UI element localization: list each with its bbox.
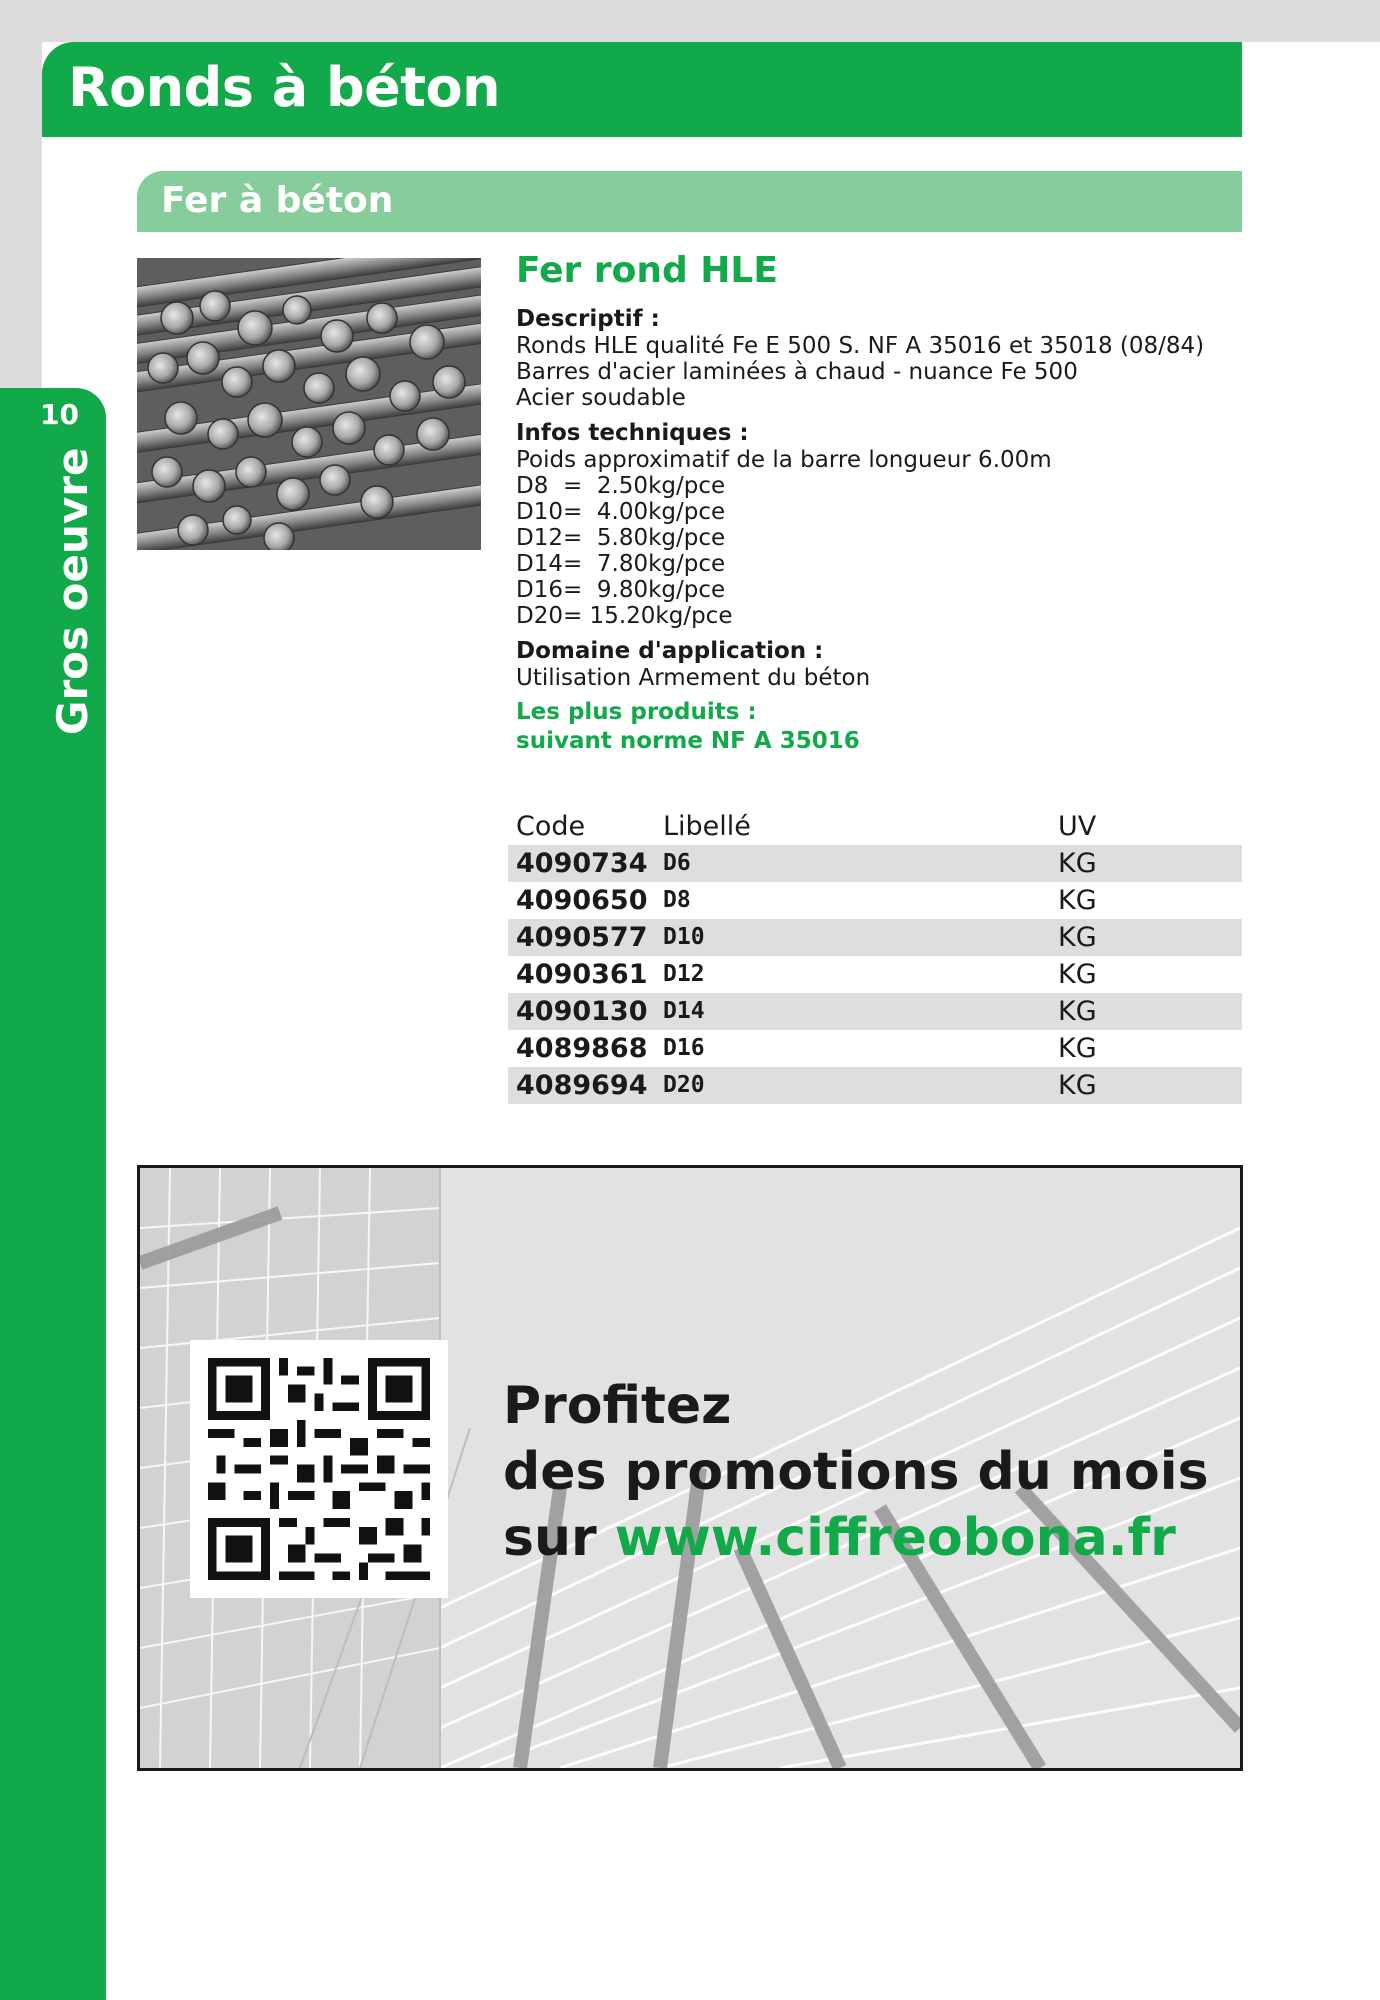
promo-url-link[interactable]: www.ciffreobona.fr <box>614 1508 1176 1568</box>
header-code: Code <box>516 811 586 842</box>
infos-line: D16= 9.80kg/pce <box>516 577 726 603</box>
product-photo <box>137 258 481 550</box>
qr-code[interactable] <box>190 1340 448 1598</box>
promo-line-1: Profitez <box>503 1376 732 1436</box>
table-row <box>508 1030 1242 1067</box>
infos-line: D14= 7.80kg/pce <box>516 551 726 577</box>
header-libelle: Libellé <box>663 811 751 842</box>
cell-code: 4090130 <box>516 996 648 1027</box>
plus-heading: Les plus produits : <box>516 699 757 725</box>
table-row <box>508 956 1242 993</box>
domaine-line: Utilisation Armement du béton <box>516 665 871 691</box>
product-details <box>516 250 1242 755</box>
cell-uv: KG <box>1058 885 1097 916</box>
cell-libelle: D6 <box>663 850 691 876</box>
promo-line-2: des promotions du mois <box>503 1442 1209 1502</box>
plus-line: suivant norme NF A 35016 <box>516 728 860 754</box>
promo-text <box>503 1373 1209 1571</box>
domaine-heading: Domaine d'application : <box>516 638 824 664</box>
cell-libelle: D16 <box>663 1035 705 1061</box>
promo-line-3 <box>503 1505 1209 1571</box>
table-row <box>508 1067 1242 1104</box>
infos-line: Poids approximatif de la barre longueur 6.00m <box>516 447 1052 473</box>
qr-code-icon <box>190 1340 448 1598</box>
rebar-image <box>137 258 481 550</box>
cell-libelle: D20 <box>663 1072 705 1098</box>
cell-code: 4090577 <box>516 922 648 953</box>
cell-code: 4090734 <box>516 848 648 879</box>
cell-libelle: D14 <box>663 998 705 1024</box>
section-bar <box>137 171 1242 232</box>
table-row <box>508 845 1242 882</box>
product-title: Fer rond HLE <box>516 250 778 291</box>
infos-line: D10= 4.00kg/pce <box>516 499 726 525</box>
page-number: 10 <box>40 398 79 431</box>
cell-code: 4089694 <box>516 1070 648 1101</box>
cell-code: 4090650 <box>516 885 648 916</box>
infos-heading: Infos techniques : <box>516 420 749 446</box>
descriptif-line: Acier soudable <box>516 385 686 411</box>
cell-uv: KG <box>1058 848 1097 879</box>
descriptif-line: Ronds HLE qualité Fe E 500 S. NF A 35016 et 35018 (08/84) <box>516 333 1205 359</box>
promo-banner[interactable] <box>137 1165 1243 1771</box>
table-header-row <box>508 808 1242 845</box>
cell-code: 4090361 <box>516 959 648 990</box>
product-table <box>508 808 1242 1104</box>
infos-line: D12= 5.80kg/pce <box>516 525 726 551</box>
table-row <box>508 993 1242 1030</box>
cell-libelle: D10 <box>663 924 705 950</box>
page-title: Ronds à béton <box>68 56 501 119</box>
cell-uv: KG <box>1058 996 1097 1027</box>
cell-uv: KG <box>1058 922 1097 953</box>
cell-libelle: D8 <box>663 887 691 913</box>
infos-line: D8 = 2.50kg/pce <box>516 473 726 499</box>
side-section-text: Gros oeuvre <box>48 447 97 735</box>
table-row <box>508 919 1242 956</box>
table-row <box>508 882 1242 919</box>
infos-line: D20= 15.20kg/pce <box>516 603 733 629</box>
cell-libelle: D12 <box>663 961 705 987</box>
top-band <box>0 0 1380 42</box>
header-uv: UV <box>1058 811 1097 842</box>
cell-uv: KG <box>1058 959 1097 990</box>
section-title: Fer à béton <box>161 180 394 221</box>
cell-code: 4089868 <box>516 1033 648 1064</box>
descriptif-heading: Descriptif : <box>516 306 660 332</box>
descriptif-line: Barres d'acier laminées à chaud - nuance Fe 500 <box>516 359 1078 385</box>
page-header <box>42 42 1242 137</box>
cell-uv: KG <box>1058 1070 1097 1101</box>
cell-uv: KG <box>1058 1033 1097 1064</box>
promo-prefix: sur <box>503 1508 615 1568</box>
